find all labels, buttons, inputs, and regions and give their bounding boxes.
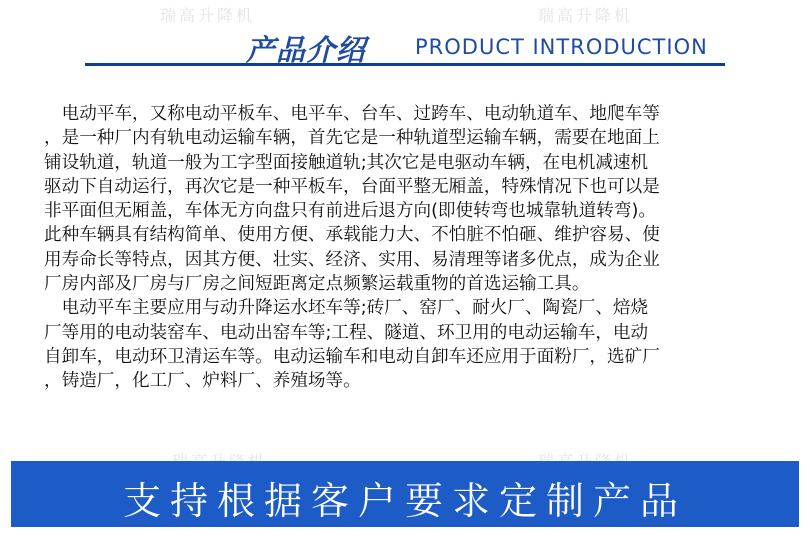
text-line: 此种车辆具有结构简单、使用方便、承载能力大、不怕脏不怕砸、维护容易、使 [44,225,660,246]
text-line: 驱动下自动运行，再次它是一种平板车，台面平整无厢盖，特殊情况下也可以是 [44,176,660,197]
product-description [44,102,784,394]
text-line: 自卸车，电动环卫清运车等。电动运输车和电动自卸车还应用于面粉厂，选矿厂 [44,346,660,367]
paragraph-2 [44,296,784,393]
watermark: 瑞高升降机 [538,6,634,25]
text-line: ，铸造厂，化工厂、炉料厂、养殖场等。 [44,371,361,392]
text-line: 用寿命长等特点，因其方便、壮实、经济、实用、易清理等诸多优点，成为企业 [44,249,660,270]
text-line: 电动平车，又称电动平板车、电平车、台车、过跨车、电动轨道车、地爬车等 [44,104,660,124]
paragraph-1 [44,102,784,296]
text-line: 非平面但无厢盖，车体无方向盘只有前进后退方向(即使转弯也城靠轨道转弯)。 [44,201,656,222]
banner-text: 支持根据客户要求定制产品 [122,479,687,523]
text-line: 电动平车主要应用与动升降运水坯车等;砖厂、窑厂、耐火厂、陶瓷厂、焙烧 [44,298,649,319]
text-line: 厂房内部及厂房与厂房之间短距离定点频繁运载重物的首选运输工具。 [44,274,590,295]
text-line: 厂等用的电动装窑车、电动出窑车等;工程、隧道、环卫用的电动运输车，电动 [44,322,649,343]
header-title-en: PRODUCT INTRODUCTION [415,35,708,59]
watermark: 瑞高升降机 [160,6,256,25]
custom-banner [11,461,799,527]
text-line: ，是一种厂内有轨电动运输车辆，首先它是一种轨道型运输车辆，需要在地面上 [44,128,660,149]
header-underline [85,63,725,66]
section-header [0,26,810,70]
header-title-cn: 产品介绍 [246,33,367,67]
text-line: 铺设轨道，轨道一般为工字型面接触道轨;其次它是电驱动车辆，在电机减速机 [44,152,649,173]
